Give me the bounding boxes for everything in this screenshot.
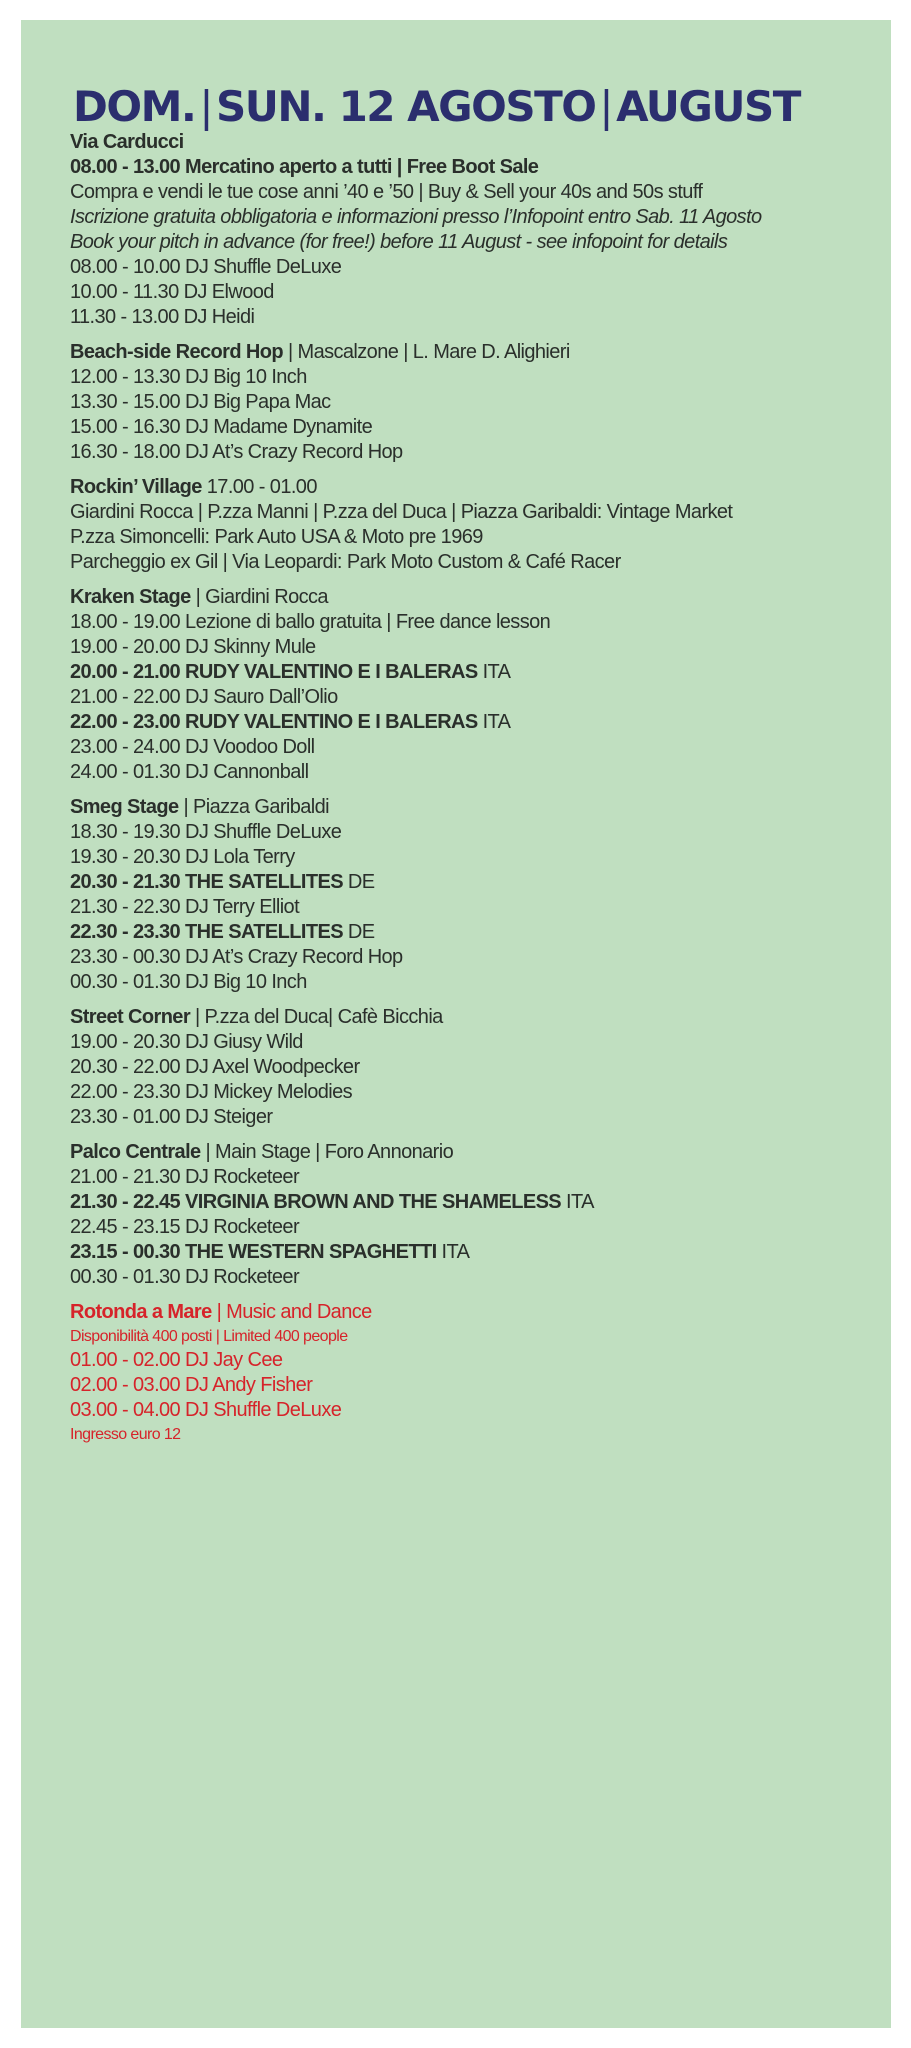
section-title: Via Carducci: [70, 131, 184, 153]
time-range: 20.30 - 21.30: [70, 871, 181, 893]
schedule-row: [70, 685, 891, 710]
section-subtitle: | Mascalzone | L. Mare D. Alighieri: [283, 341, 570, 363]
time-range: 21.30 - 22.45: [70, 1191, 181, 1213]
section-title: Beach-side Record Hop: [70, 341, 284, 363]
time-range: 02.00 - 03.00: [70, 1374, 181, 1396]
schedule-row: [70, 255, 891, 280]
schedule-row: [70, 390, 891, 415]
schedule-row: [70, 1348, 891, 1373]
section-heading: [70, 340, 891, 365]
time-range: 19.00 - 20.00: [70, 636, 181, 658]
time-range: 08.00 - 13.00: [70, 156, 181, 178]
section-subtitle: | Music and Dance: [211, 1301, 372, 1323]
act-text: DJ Rocketeer: [185, 1166, 299, 1188]
time-range: 22.45 - 23.15: [70, 1216, 181, 1238]
country-code: ITA: [477, 711, 511, 733]
info-line: [70, 1423, 891, 1446]
headline-act: THE SATELLITES: [185, 871, 343, 893]
section-via-carducci: [70, 130, 891, 330]
time-range: 08.00 - 10.00: [70, 256, 181, 278]
section-subtitle: | Giardini Rocca: [190, 586, 328, 608]
country-code: DE: [342, 871, 375, 893]
schedule-row: [70, 280, 891, 305]
act-text: Disponibilità 400 posti | Limited 400 people: [70, 1328, 348, 1345]
section-title: Rotonda a Mare: [70, 1301, 212, 1323]
time-range: 18.30 - 19.30: [70, 821, 181, 843]
schedule-row: [70, 1240, 891, 1265]
schedule-row: [70, 920, 891, 945]
act-text: Ingresso euro 12: [70, 1426, 181, 1443]
schedule-row: [70, 820, 891, 845]
act-text: DJ Madame Dynamite: [185, 416, 373, 438]
act-text: DJ Skinny Mule: [185, 636, 316, 658]
section-street-corner: [70, 1005, 891, 1130]
act-text: DJ At’s Crazy Record Hop: [185, 946, 403, 968]
program-panel: [21, 20, 891, 2028]
act-text: DJ Rocketeer: [185, 1266, 299, 1288]
section-title: Palco Centrale: [70, 1141, 201, 1163]
section-kraken-stage: [70, 585, 891, 785]
time-range: 01.00 - 02.00: [70, 1349, 181, 1371]
time-range: 22.00 - 23.00: [70, 711, 181, 733]
act-text: DJ Rocketeer: [185, 1216, 299, 1238]
schedule-row: [70, 945, 891, 970]
headline-act: RUDY VALENTINO E I BALERAS: [185, 661, 478, 683]
info-line: [70, 525, 891, 550]
section-palco-centrale: [70, 1140, 891, 1290]
time-range: 20.00 - 21.00: [70, 661, 181, 683]
time-range: 24.00 - 01.30: [70, 761, 181, 783]
country-code: DE: [342, 921, 375, 943]
section-heading: [70, 1005, 891, 1030]
time-range: 15.00 - 16.30: [70, 416, 181, 438]
info-line: [70, 1325, 891, 1348]
schedule-row: [70, 660, 891, 685]
act-text: DJ Terry Elliot: [185, 896, 300, 918]
title-day-en: SUN. 12 AGOSTO: [215, 82, 596, 131]
schedule-row: [70, 735, 891, 760]
time-range: 11.30 - 13.00: [70, 306, 179, 328]
schedule-row: [70, 1265, 891, 1290]
act-text: DJ Sauro Dall’Olio: [185, 686, 338, 708]
time-range: 21.30 - 22.30: [70, 896, 181, 918]
info-line: [70, 550, 891, 575]
time-range: 22.30 - 23.30: [70, 921, 181, 943]
schedule-row: [70, 870, 891, 895]
info-line: [70, 500, 891, 525]
headline-act: THE SATELLITES: [185, 921, 343, 943]
title-day-it: DOM.: [73, 82, 196, 131]
section-beach-side-record-hop: [70, 340, 891, 465]
schedule-row: [70, 1055, 891, 1080]
schedule-row: [70, 1215, 891, 1240]
act-text: Book your pitch in advance (for free!) before 11 August - see infopoint for details: [70, 231, 728, 253]
time-range: 00.30 - 01.30: [70, 971, 181, 993]
act-text: DJ Jay Cee: [185, 1349, 283, 1371]
time-range: 23.15 - 00.30: [70, 1241, 181, 1263]
title-separator-2: |: [599, 82, 613, 131]
act-text: DJ Voodoo Doll: [185, 736, 315, 758]
act-text: DJ Giusy Wild: [185, 1031, 303, 1053]
title-separator-1: |: [199, 82, 212, 131]
schedule-row: [70, 1165, 891, 1190]
act-text: DJ Andy Fisher: [185, 1374, 313, 1396]
time-range: 21.00 - 22.00: [70, 686, 181, 708]
schedule-row: [70, 610, 891, 635]
time-range: 22.00 - 23.30: [70, 1081, 181, 1103]
country-code: ITA: [477, 661, 511, 683]
schedule-row: [70, 1080, 891, 1105]
schedule-row: [70, 1190, 891, 1215]
act-text: DJ Steiger: [185, 1106, 273, 1128]
headline-act: VIRGINIA BROWN AND THE SHAMELESS: [185, 1191, 562, 1213]
act-text: DJ Shuffle DeLuxe: [185, 821, 342, 843]
time-range: 10.00 - 11.30: [70, 281, 179, 303]
act-text: DJ Lola Terry: [185, 846, 295, 868]
section-heading: [70, 795, 891, 820]
schedule-row: [70, 440, 891, 465]
schedule-row: [70, 415, 891, 440]
act-text: DJ Mickey Melodies: [185, 1081, 353, 1103]
time-range: 13.30 - 15.00: [70, 391, 181, 413]
time-range: 21.00 - 21.30: [70, 1166, 181, 1188]
headline-act: THE WESTERN SPAGHETTI: [185, 1241, 437, 1263]
act-text: DJ Big Papa Mac: [185, 391, 331, 413]
section-title: Smeg Stage: [70, 796, 179, 818]
time-range: 23.00 - 24.00: [70, 736, 181, 758]
schedule-row: [70, 895, 891, 920]
schedule-row: [70, 845, 891, 870]
section-rockin-village: [70, 475, 891, 575]
page-title: [73, 84, 891, 130]
time-range: 19.00 - 20.30: [70, 1031, 181, 1053]
act-text: DJ Big 10 Inch: [185, 366, 307, 388]
schedule-row: [70, 710, 891, 735]
act-text: DJ Shuffle DeLuxe: [185, 256, 342, 278]
act-text: Iscrizione gratuita obbligatoria e informazioni presso l’Infopoint entro Sab. 11 Agosto: [70, 206, 762, 228]
section-rotonda-a-mare: [70, 1300, 891, 1446]
schedule-row: [70, 635, 891, 660]
headline-act: Mercatino aperto a tutti | Free Boot Sale: [185, 156, 539, 178]
act-text: Giardini Rocca | P.zza Manni | P.zza del Duca | Piazza Garibaldi: Vintage Market: [70, 501, 733, 523]
act-text: DJ Big 10 Inch: [185, 971, 307, 993]
section-heading: [70, 130, 891, 155]
act-text: P.zza Simoncelli: Park Auto USA & Moto pre 1969: [70, 526, 483, 548]
section-heading: [70, 585, 891, 610]
act-text: DJ Shuffle DeLuxe: [185, 1399, 342, 1421]
schedule-row: [70, 365, 891, 390]
time-range: 20.30 - 22.00: [70, 1056, 181, 1078]
act-text: Parcheggio ex Gil | Via Leopardi: Park Moto Custom & Café Racer: [70, 551, 621, 573]
schedule-row: [70, 1373, 891, 1398]
headline-act: RUDY VALENTINO E I BALERAS: [185, 711, 478, 733]
time-range: 03.00 - 04.00: [70, 1399, 181, 1421]
section-title: Kraken Stage: [70, 586, 191, 608]
section-subtitle: | Main Stage | Foro Annonario: [200, 1141, 454, 1163]
schedule-content: [70, 130, 891, 1446]
act-text: Lezione di ballo gratuita | Free dance lesson: [185, 611, 551, 633]
section-title: Street Corner: [70, 1006, 191, 1028]
section-heading: [70, 1300, 891, 1325]
title-month-en: AUGUST: [616, 82, 800, 131]
section-smeg-stage: [70, 795, 891, 995]
time-range: 19.30 - 20.30: [70, 846, 181, 868]
schedule-row: [70, 305, 891, 330]
time-range: 16.30 - 18.00: [70, 441, 181, 463]
schedule-row: [70, 970, 891, 995]
time-range: 00.30 - 01.30: [70, 1266, 181, 1288]
act-text: DJ Axel Woodpecker: [185, 1056, 360, 1078]
time-range: 23.30 - 00.30: [70, 946, 181, 968]
info-line: [70, 180, 891, 205]
act-text: DJ At’s Crazy Record Hop: [185, 441, 403, 463]
act-text: DJ Cannonball: [185, 761, 309, 783]
info-line: [70, 205, 891, 230]
schedule-row: [70, 1105, 891, 1130]
act-text: Compra e vendi le tue cose anni ’40 e ’50 | Buy & Sell your 40s and 50s stuff: [70, 181, 703, 203]
country-code: ITA: [436, 1241, 470, 1263]
section-title: Rockin’ Village: [70, 476, 202, 498]
info-line: [70, 230, 891, 255]
time-range: 23.30 - 01.00: [70, 1106, 181, 1128]
act-text: DJ Heidi: [183, 306, 255, 328]
section-subtitle: 17.00 - 01.00: [201, 476, 317, 498]
schedule-row: [70, 155, 891, 180]
section-subtitle: | Piazza Garibaldi: [178, 796, 330, 818]
section-heading: [70, 475, 891, 500]
section-subtitle: | P.zza del Duca| Cafè Bicchia: [190, 1006, 443, 1028]
schedule-row: [70, 1398, 891, 1423]
act-text: DJ Elwood: [183, 281, 274, 303]
schedule-row: [70, 1030, 891, 1055]
time-range: 18.00 - 19.00: [70, 611, 181, 633]
country-code: ITA: [561, 1191, 594, 1213]
time-range: 12.00 - 13.30: [70, 366, 181, 388]
section-heading: [70, 1140, 891, 1165]
schedule-row: [70, 760, 891, 785]
